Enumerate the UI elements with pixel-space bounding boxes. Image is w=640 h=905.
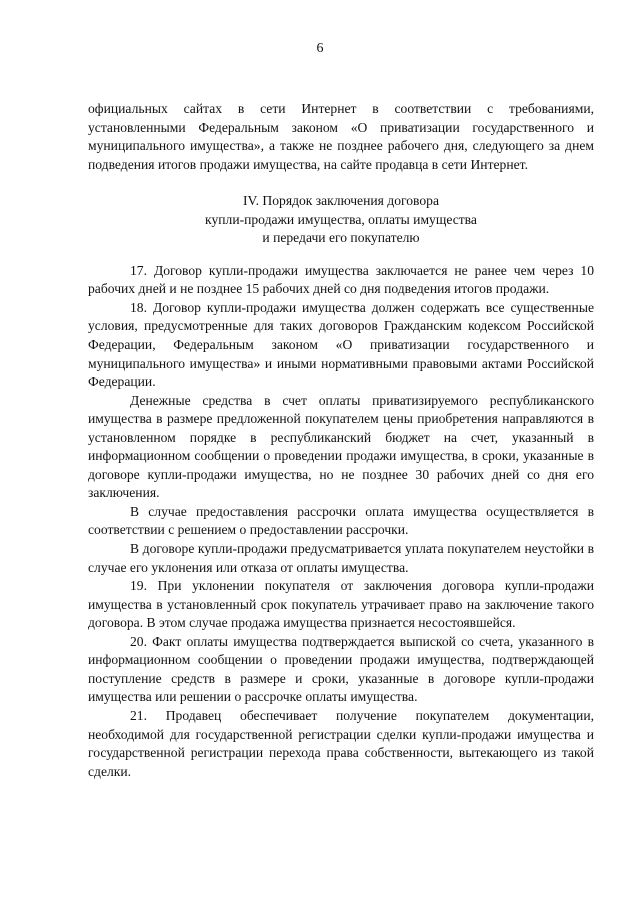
section-heading-line-3: и передачи его покупателю [262, 230, 420, 246]
section-heading-line-1: IV. Порядок заключения договора [243, 193, 439, 209]
document-body [88, 100, 594, 781]
paragraph-penalty: В договоре купли-продажи предусматривается уплата покупателем неустойки в случае его уклонения или отказа от оплаты имущества. [88, 541, 594, 575]
intro-paragraph: официальных сайтах в сети Интернет в соответствии с требованиями, установленными Федеральным законом «О приватизации государственного и муниципального имущества», а также не позднее рабочего дня, следующего за днем подведения итогов продажи имущества, на сайте продавца в сети Интернет. [88, 101, 594, 172]
paragraph-17: 17. Договор купли-продажи имущества заключается не ранее чем через 10 рабочих дней и не позднее 15 рабочих дней со дня подведения итогов продажи. [88, 262, 594, 297]
paragraph-19: 19. При уклонении покупателя от заключения договора купли-продажи имущества в установленный срок покупатель утрачивает право на заключение такого договора. В этом случае продажа имущества признается несостоявшейся. [88, 578, 594, 631]
paragraph-21: 21. Продавец обеспечивает получение покупателем документации, необходимой для государственной регистрации сделки купли-продажи имущества и государственной регистрации перехода права собственности, вытекающего из такой сделки. [88, 707, 594, 779]
paragraph-20: 20. Факт оплаты имущества подтверждается выпиской со счета, указанного в информационном сообщении о проведении продажи имущества, подтверждающей поступление средств в размере и сроки, указанные в договоре купли-продажи имущества или решении о рассрочке оплаты имущества. [88, 633, 594, 705]
section-heading [88, 192, 594, 248]
paragraph-18: 18. Договор купли-продажи имущества должен содержать все существенные условия, предусмотренные для таких договоров Гражданским кодексом Российской Федерации, Федеральным законом «О приватизации государственного и муниципального имущества» и иными нормативными правовыми актами Российской Федерации. [88, 299, 594, 390]
paragraph-installment: В случае предоставления рассрочки оплата имущества осуществляется в соответствии с решением о предоставлении рассрочки. [88, 503, 594, 538]
paragraph-funds: Денежные средства в счет оплаты приватизируемого республиканского имущества в размере предложенной покупателем цены приобретения направляются в установленном порядке в республиканский бюджет на счет, указанный в информационном сообщении о проведении продажи имущества, в сроки, указанные в договоре купли-продажи имущества, но не позднее 30 рабочих дней со дня его заключения. [88, 392, 594, 501]
page-number: 6 [316, 41, 324, 56]
section-heading-line-2: купли-продажи имущества, оплаты имущества [205, 211, 477, 227]
